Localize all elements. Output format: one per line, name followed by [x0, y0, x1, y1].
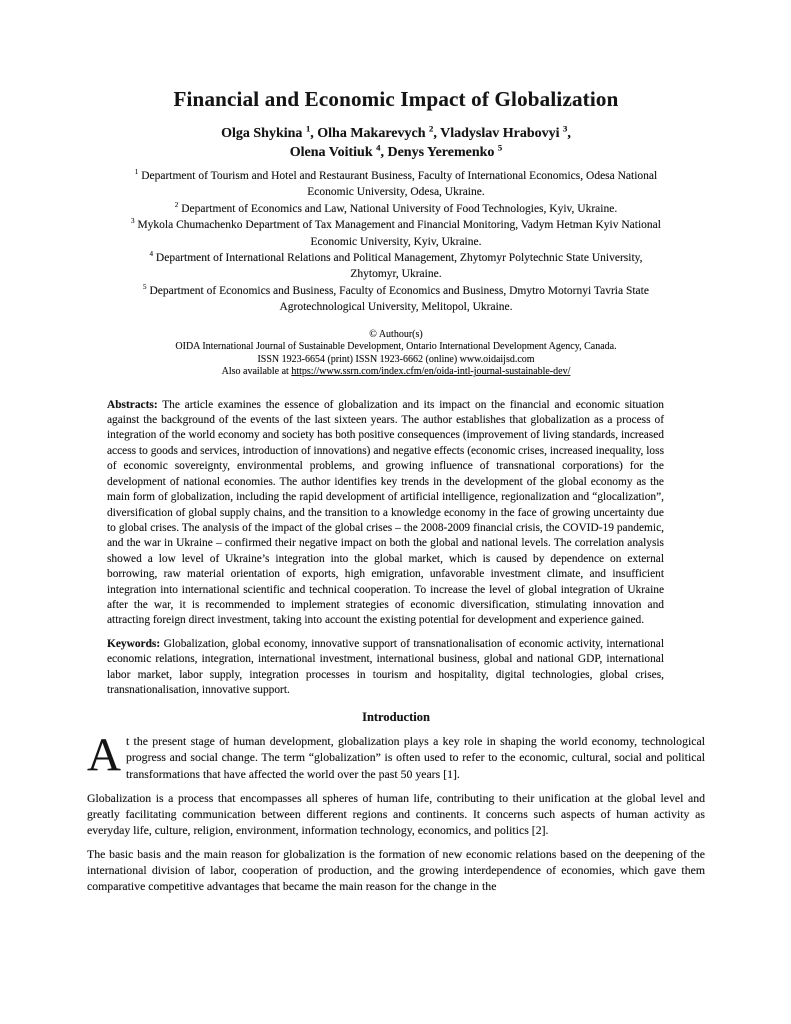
affiliation-line: Zhytomyr, Ukraine.: [350, 268, 442, 281]
affiliation-line: $^3$ Mykola Chumachenko Department of Tax Management and Financial Monitoring, Vadym Hetman Kyiv National: [131, 217, 661, 232]
affiliation-superscript: 4: [149, 250, 154, 259]
page-title: Financial and Economic Impact of Globalization: [173, 87, 619, 111]
affiliation-line: $^4$ Department of International Relations and Political Management, Zhytomyr Polytechnic State University,: [149, 250, 643, 265]
introduction-paragraph-1-text: t the present stage of human development, globalization plays a key role in shaping the world economy, technological progress and social change. The term “globalization” is often used to refer to the economic, cultural, social and political transformations that have affected the world over the past 50 years [1].: [125, 734, 705, 781]
affiliation-line: Economic University, Kyiv, Ukraine.: [310, 235, 482, 248]
abstract-paragraph: [107, 398, 664, 629]
authors-line-1: Olga Shykina $^1$, Olha Makarevych $^2$, Vladyslav Hrabovyi $^3$,: [221, 123, 571, 141]
abstract-label: Abstracts:: [107, 398, 158, 411]
author-superscript: 1: [305, 123, 311, 134]
introduction-paragraph-1: [87, 729, 705, 782]
paper-content: [87, 0, 705, 894]
keywords-text: Globalization, global economy, innovative support of transnationalisation of economic activity, international economic relations, integration, international investment, international business, global and national GDP, international labor market, labor supply, integration processes in tourism and hospitality, digital technologies, global crises, transnationalisation, innovative support.: [107, 637, 664, 696]
authors-line-2: Olena Voitiuk $^4$, Denys Yeremenko $^5$: [289, 141, 503, 160]
affiliation-superscript: 5: [143, 283, 147, 292]
publisher-block: [87, 329, 705, 379]
author-superscript: 4: [376, 141, 381, 152]
affiliation-line: $^1$ Department of Tourism and Hotel and Restaurant Business, Faculty of International Economics, Odesa National: [134, 168, 658, 182]
introduction-paragraph-2: Globalization is a process that encompasses all spheres of human life, contributing to their unification at the global level and greatly facilitating communication between different regions and continents. It concerns such aspects of human activity as everyday life, culture, religion, environment, information technology, economics, and politics [2].: [87, 790, 705, 837]
affiliation-superscript: 2: [174, 200, 179, 209]
affiliation-line: Economic University, Odesa, Ukraine.: [307, 186, 485, 199]
affiliations-block: [87, 168, 705, 316]
ssrn-link[interactable]: https://www.ssrn.com/index.cfm/en/oida-intl-journal-sustainable-dev/: [291, 366, 571, 378]
keywords-paragraph: [107, 637, 664, 699]
affiliation-line: Agrotechnological University, Melitopol, Ukraine.: [279, 301, 513, 314]
introduction-heading: Introduction: [362, 710, 430, 725]
affiliation-superscript: 3: [131, 217, 135, 226]
affiliation-line: $^2$ Department of Economics and Law, National University of Food Technologies, Kyiv, Ukraine.: [174, 200, 618, 215]
author-superscript: 5: [497, 141, 503, 152]
affiliation-superscript: 1: [134, 168, 139, 177]
author-superscript: 2: [429, 123, 434, 134]
keywords-label: Keywords:: [107, 637, 161, 650]
authors-block: [87, 125, 705, 162]
also-available-line: [87, 366, 705, 379]
journal-line: OIDA International Journal of Sustainable Development, Ontario International Development Agency, Canada.: [175, 341, 617, 353]
copyright-line: © Authour(s): [369, 328, 423, 340]
also-available-prefix: Also available at: [221, 366, 292, 378]
affiliation-line: $^5$ Department of Economics and Business, Faculty of Economics and Business, Dmytro Motornyi Tavria State: [143, 283, 649, 297]
issn-line: ISSN 1923-6654 (print) ISSN 1923-6662 (online) www.oidaijsd.com: [257, 353, 535, 365]
introduction-paragraph-3: The basic basis and the main reason for globalization is the formation of new economic relations based on the deepening of the international division of labor, cooperation of production, and the growing interdependence of economies, which gave them comparative competitive advantages that became the main reason for the change in the: [87, 846, 705, 894]
dropcap-letter: A: [87, 729, 121, 782]
author-superscript: 3: [563, 123, 568, 134]
abstract-text: The article examines the essence of globalization and its impact on the financial and economic situation against the background of the events of the last sixteen years. The author establishes that globalization as a process of integration of the world economy and society has both positive consequences (improvement of living standards, increased access to goods and services, introduction of innovations) and negative effects (economic crises, increased inequality, loss of economic sovereignty, environmental problems, and growing influence of transnational corporations) for the development of national economies. The author identifies key trends in the development of the global economy as the main form of globalization, including the rapid development of artificial intelligence, regionalization and “glocalization”, diversification of global supply chains, and the transition to a knowledge economy in the face of growing uncertainty due to global crises. The analysis of the impact of the global crises – the 2008-2009 financial crisis, the COVID-19 pandemic, and the war in Ukraine – confirmed their negative impact on both the global and national levels. The correlation analysis showed a low level of Ukraine’s integration into the global market, which is caused by dependence on external borrowing, raw material orientation of exports, high emigration, unfavorable investment climate, and insufficient integration into international scientific and technical cooperation. To increase the level of global integration of Ukraine after the war, it is recommended to implement strategies of economic diversification, stimulating innovation and attracting foreign direct investment, taking into account the existing potential for development and experience gained.: [107, 398, 664, 627]
